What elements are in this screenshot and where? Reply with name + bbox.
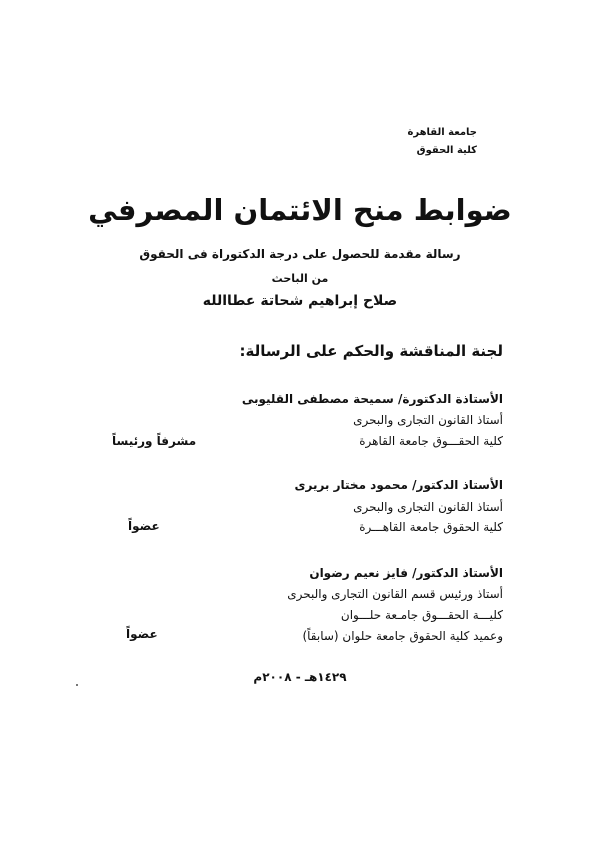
faculty-name: كلية الحقوق — [416, 145, 477, 156]
university-name: جامعة القاهرة — [407, 127, 477, 138]
member-role: عضواً — [128, 519, 160, 533]
member-affiliation: كلية الحقـــوق جامعة القاهرة — [359, 434, 503, 448]
scan-speck — [76, 684, 78, 686]
member-name: الأستاذ الدكتور/ محمود مختار بريرى — [294, 478, 503, 492]
member-affiliation: كلية الحقوق جامعة القاهـــرة — [359, 520, 503, 534]
member-position: أستاذ القانون التجارى والبحرى — [353, 500, 503, 514]
member-role: مشرفاً ورئيساً — [112, 434, 197, 448]
member-affiliation: كليـــة الحقـــوق جامـعة حلـــوان — [340, 608, 503, 622]
document-date: ١٤٢٩هـ - ٢٠٠٨م — [253, 670, 347, 684]
member-position: أستاذ القانون التجارى والبحرى — [353, 413, 503, 427]
author-name: صلاح إبراهيم شحاتة عطاالله — [202, 293, 398, 309]
member-position: أستاذ ورئيس قسم القانون التجارى والبحرى — [287, 587, 503, 601]
committee-heading: لجنة المناقشة والحكم على الرسالة: — [239, 342, 503, 360]
thesis-title: ضوابط منح الائتمان المصرفي — [88, 193, 512, 227]
member-former-position: وعميد كلية الحقوق جامعة حلوان (سابقاً) — [302, 629, 503, 643]
member-role: عضواً — [126, 627, 158, 641]
member-name: الأستاذة الدكتورة/ سميحة مصطفى القليوبى — [241, 392, 503, 406]
by-researcher-label: من الباحث — [271, 272, 329, 285]
thesis-subtitle: رسالة مقدمة للحصول على درجة الدكتوراة فى الحقوق — [139, 247, 461, 261]
member-name: الأستاذ الدكتور/ فايز نعيم رضوان — [309, 566, 503, 580]
